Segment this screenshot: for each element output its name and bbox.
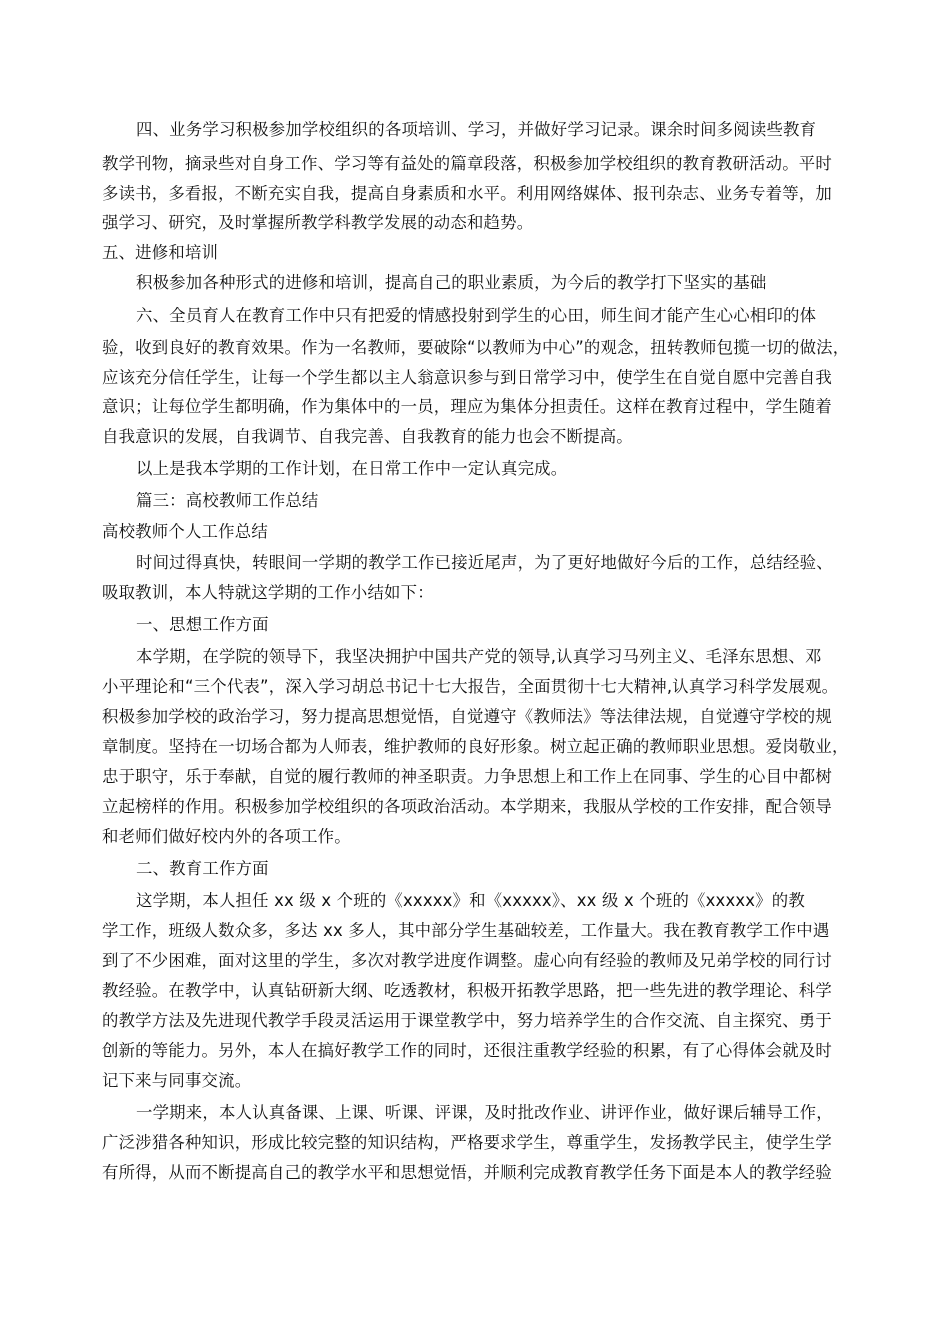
text-line: 小平理论和“三个代表”，深入学习胡总书记十七大报告，全面贯彻十七大精神,认真学习科学发展观。 <box>102 677 839 696</box>
text-line: 立起榜样的作用。积极参加学校组织的各项政治活动。本学期来，我服从学校的工作安排，配合领导 <box>102 797 832 816</box>
text-line: 的教学方法及先进现代教学手段灵活运用于课堂教学中，努力培养学生的合作交流、自主探究、勇于 <box>102 1011 832 1030</box>
text-line: 吸取教训，本人特就这学期的工作小结如下： <box>102 583 434 602</box>
text-line: 时间过得真快，转眼间一学期的教学工作已接近尾声，为了更好地做好今后的工作，总结经验、 <box>136 553 833 572</box>
text-line: 教经验。在教学中，认真钻研新大纲、吃透教材，积极开拓教学思路，把一些先进的教学理论、科学 <box>102 981 832 1000</box>
text-line: 积极参加学校的政治学习，努力提高思想觉悟，自觉遵守《教师法》等法律法规，自觉遵守学校的规 <box>102 707 832 726</box>
text-line: 创新的等能力。另外，本人在搞好教学工作的同时，还很注重教学经验的积累，有了心得体会就及时 <box>102 1041 832 1060</box>
text-line: 有所得，从而不断提高自己的教学水平和思想觉悟，并顺利完成教育教学任务下面是本人的教学经验 <box>102 1163 832 1182</box>
text-line: 多读书，多看报，不断充实自我，提高自身素质和水平。利用网络媒体、报刊杂志、业务专着等，加 <box>102 184 832 203</box>
section-heading: 篇三：高校教师工作总结 <box>136 491 319 510</box>
text-line: 以上是我本学期的工作计划，在日常工作中一定认真完成。 <box>136 459 568 478</box>
text-line: 四、业务学习积极参加学校组织的各项培训、学习，并做好学习记录。课余时间多阅读些教育 <box>136 120 817 139</box>
section-heading: 五、进修和培训 <box>102 243 219 262</box>
text-line: 这学期，本人担任 xx 级 x 个班的《xxxxx》和《xxxxx》、xx 级 x 个班的《xxxxx》的教 <box>136 891 805 910</box>
text-line: 忠于职守，乐于奉献，自觉的履行教师的神圣职责。力争思想上和工作上在同事、学生的心目中都树 <box>102 767 832 786</box>
text-line: 一学期来，本人认真备课、上课、听课、评课，及时批改作业、讲评作业，做好课后辅导工作， <box>136 1103 833 1122</box>
text-line: 广泛涉猎各种知识，形成比较完整的知识结构，严格要求学生，尊重学生，发扬教学民主，使学生学 <box>102 1133 832 1152</box>
text-line: 教学刊物，摘录些对自身工作、学习等有益处的篇章段落，积极参加学校组织的教育教研活动。平时 <box>102 154 832 173</box>
text-line: 验，收到良好的教育效果。作为一名教师，要破除“以教师为中心”的观念，扭转教师包揽一切的做法， <box>102 338 850 357</box>
text-line: 学工作，班级人数众多，多达 xx 多人，其中部分学生基础较差，工作量大。我在教育教学工作中遇 <box>102 921 830 940</box>
text-line: 强学习、研究，及时掌握所教学科教学发展的动态和趋势。 <box>102 213 534 232</box>
section-heading: 一、思想工作方面 <box>136 615 269 634</box>
section-heading: 二、教育工作方面 <box>136 859 269 878</box>
text-line: 积极参加各种形式的进修和培训，提高自己的职业素质，为今后的教学打下坚实的基础 <box>136 273 767 292</box>
text-line: 本学期，在学院的领导下，我坚决拥护中国共产党的领导,认真学习马列主义、毛泽东思想、邓 <box>136 647 822 666</box>
text-line: 记下来与同事交流。 <box>102 1071 252 1090</box>
text-line: 意识；让每位学生都明确，作为集体中的一员，理应为集体分担责任。这样在教育过程中，学生随着 <box>102 397 832 416</box>
document-title: 高校教师个人工作总结 <box>102 522 268 541</box>
text-line: 六、全员育人在教育工作中只有把爱的情感投射到学生的心田，师生间才能产生心心相印的体 <box>136 306 817 325</box>
text-line: 自我意识的发展，自我调节、自我完善、自我教育的能力也会不断提高。 <box>102 427 633 446</box>
text-line: 应该充分信任学生，让每一个学生都以主人翁意识参与到日常学习中，使学生在自觉自愿中完善自我 <box>102 368 832 387</box>
text-line: 章制度。坚持在一切场合都为人师表，维护教师的良好形象。树立起正确的教师职业思想。爱岗敬业， <box>102 737 849 756</box>
text-line: 和老师们做好校内外的各项工作。 <box>102 827 351 846</box>
text-line: 到了不少困难，面对这里的学生，多次对教学进度作调整。虚心向有经验的教师及兄弟学校的同行讨 <box>102 951 832 970</box>
